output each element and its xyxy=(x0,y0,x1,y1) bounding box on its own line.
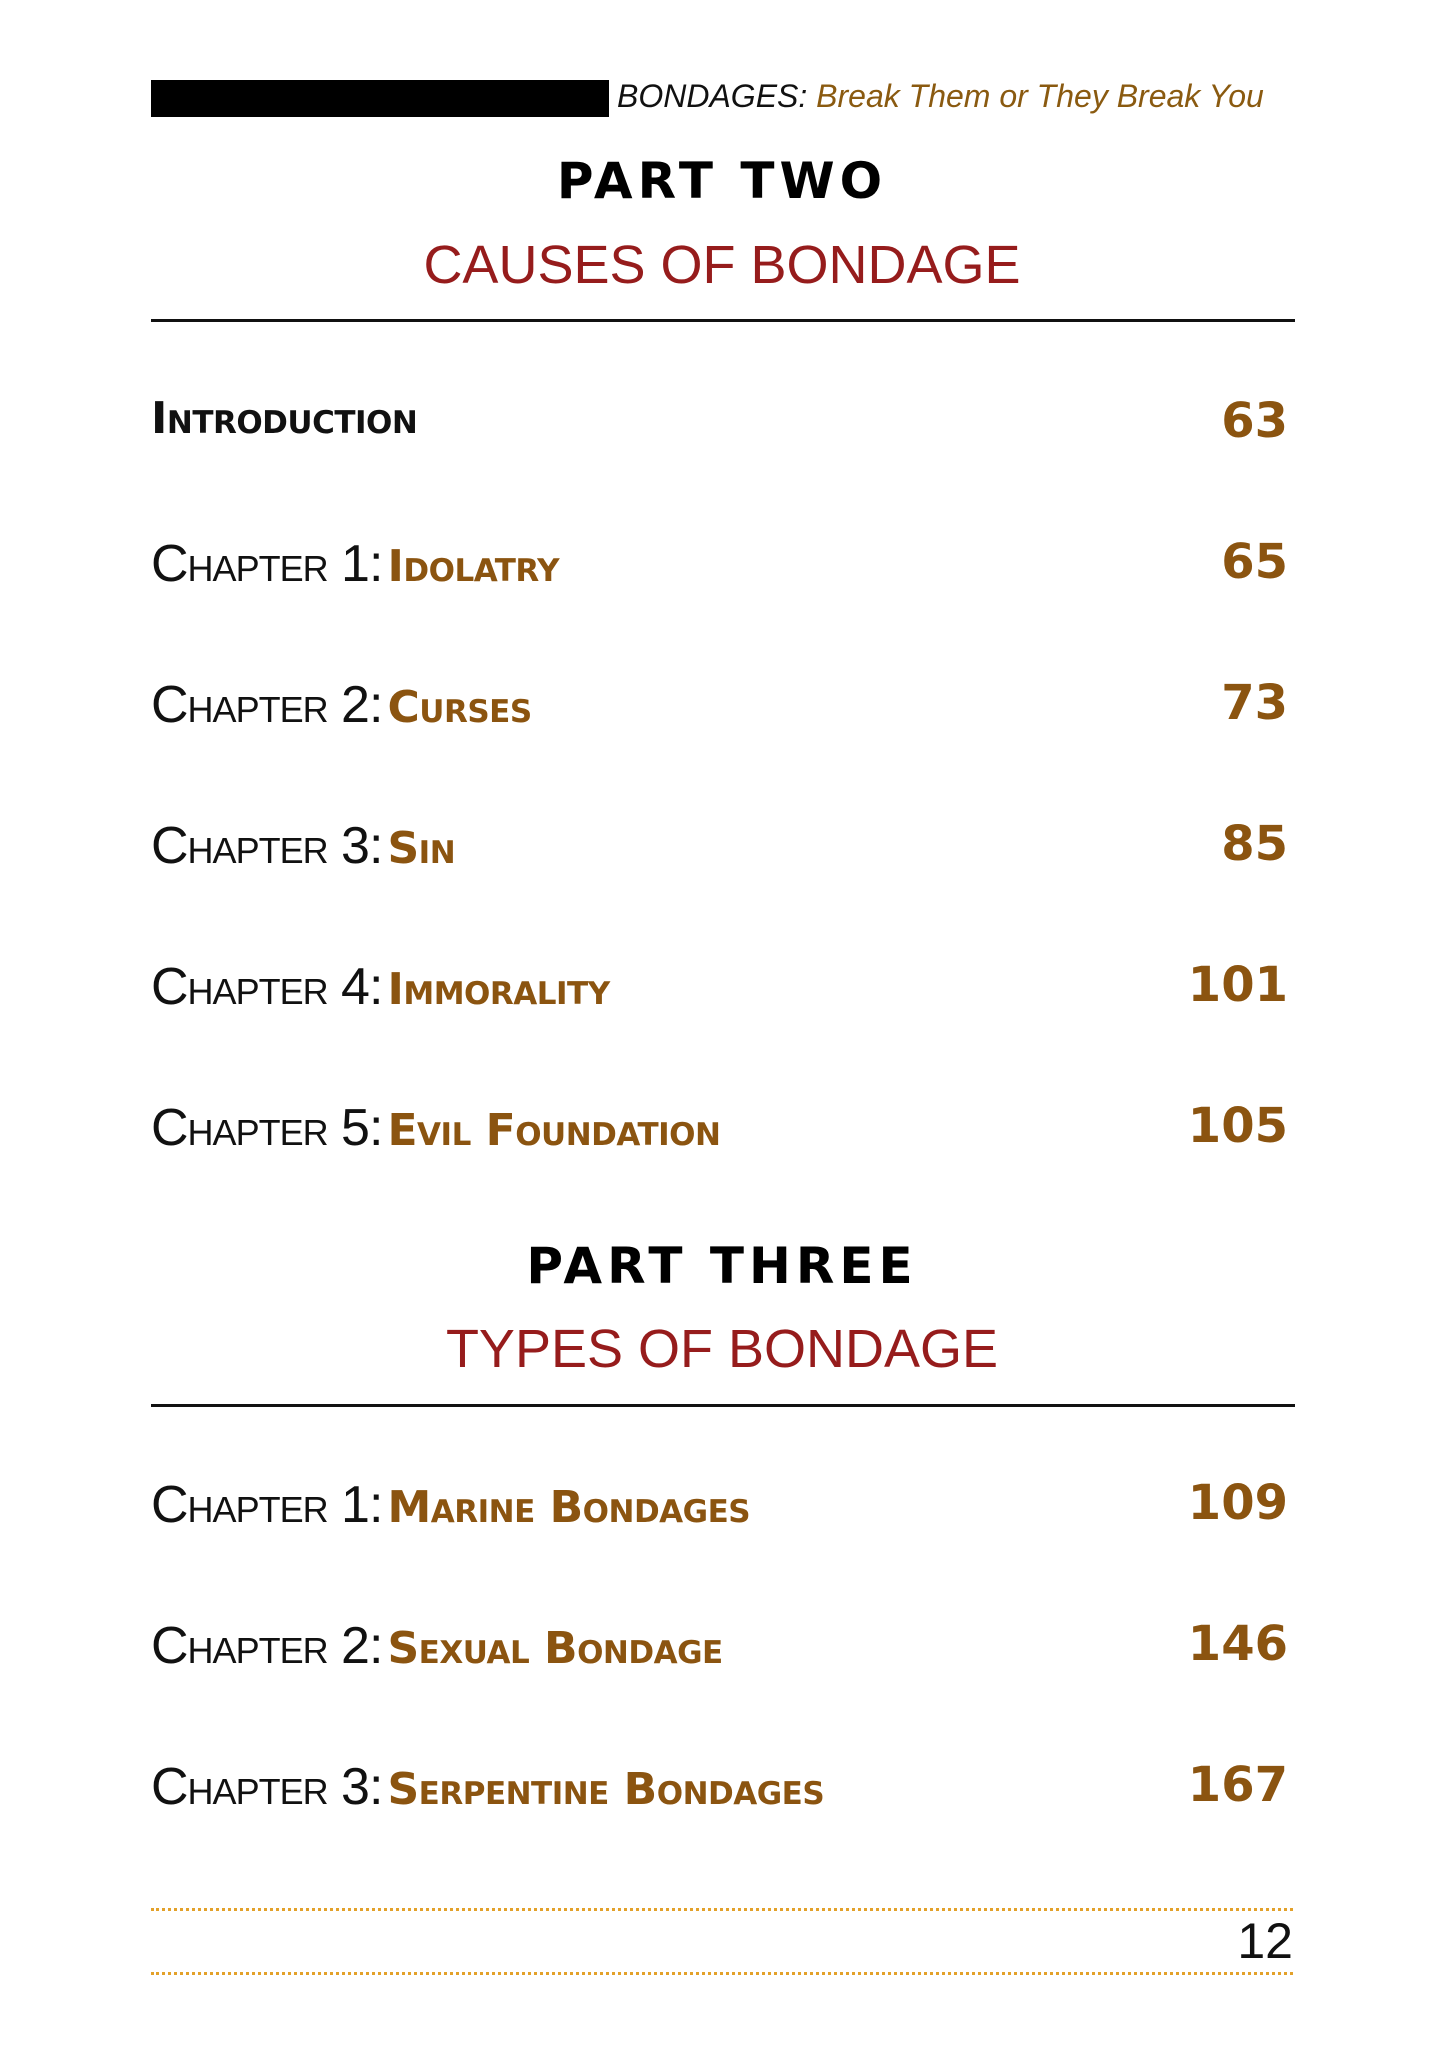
running-header xyxy=(617,78,1264,115)
part-three-title: PART THREE xyxy=(526,1237,918,1295)
toc-page-number: 167 xyxy=(1187,1757,1288,1813)
toc-page-number: 65 xyxy=(1221,534,1288,590)
footer-dotted-rule-top xyxy=(151,1908,1293,1911)
toc-entry-part-three-chapter-1[interactable] xyxy=(151,1475,1293,1535)
toc-entry-part-three-chapter-2[interactable] xyxy=(151,1616,1293,1676)
toc-chapter-title: Immorality xyxy=(387,964,610,1015)
toc-page-number: 105 xyxy=(1187,1098,1288,1154)
toc-page-number: 85 xyxy=(1221,816,1288,872)
toc-entry-part-two-chapter-3[interactable] xyxy=(151,816,1293,876)
toc-entry-part-two-chapter-1[interactable] xyxy=(151,534,1293,594)
part-three-divider xyxy=(151,1404,1295,1407)
toc-entry-part-two-chapter-4[interactable] xyxy=(151,957,1293,1017)
toc-chapter-label: Chapter 1: xyxy=(151,535,383,593)
toc-chapter-title: Sin xyxy=(387,823,456,874)
part-two-title: PART TWO xyxy=(556,152,888,210)
toc-chapter-title: Curses xyxy=(387,682,532,733)
toc-chapter-label: Chapter 2: xyxy=(151,1617,383,1675)
footer-dotted-rule-bottom xyxy=(151,1972,1293,1975)
toc-entry-part-two-chapter-2[interactable] xyxy=(151,675,1293,735)
running-header-subtitle: Break Them or They Break You xyxy=(816,78,1264,114)
toc-chapter-label: Chapter 4: xyxy=(151,958,383,1016)
part-two-divider xyxy=(151,319,1295,322)
toc-page-number: 146 xyxy=(1187,1616,1288,1672)
header-black-bar xyxy=(151,80,609,117)
toc-chapter-label: Chapter 3: xyxy=(151,817,383,875)
toc-chapter-title: Serpentine Bondages xyxy=(387,1764,825,1815)
toc-chapter-title: Marine Bondages xyxy=(387,1482,751,1533)
toc-chapter-label: Chapter 5: xyxy=(151,1099,383,1157)
toc-chapter-title: Sexual Bondage xyxy=(387,1623,723,1674)
part-two-subtitle: CAUSES OF BONDAGE xyxy=(423,235,1021,295)
toc-entry-introduction[interactable] xyxy=(151,393,1293,453)
toc-entry-part-three-chapter-3[interactable] xyxy=(151,1757,1293,1817)
toc-entry-part-two-chapter-5[interactable] xyxy=(151,1098,1293,1158)
toc-chapter-label: Chapter 3: xyxy=(151,1758,383,1816)
page-number: 12 xyxy=(1237,1913,1293,1969)
toc-chapter-title: Evil Foundation xyxy=(387,1105,721,1156)
toc-chapter-title: Idolatry xyxy=(387,541,560,592)
running-header-book-title: BONDAGES: xyxy=(617,78,808,114)
toc-chapter-label: Chapter 1: xyxy=(151,1476,383,1534)
part-three-subtitle: TYPES OF BONDAGE xyxy=(445,1319,999,1379)
toc-entry-label: Introduction xyxy=(151,393,418,444)
toc-page-number: 109 xyxy=(1187,1475,1288,1531)
toc-page-number: 73 xyxy=(1221,675,1288,731)
toc-chapter-label: Chapter 2: xyxy=(151,676,383,734)
toc-page-number: 101 xyxy=(1187,957,1288,1013)
toc-page-number: 63 xyxy=(1221,393,1288,449)
